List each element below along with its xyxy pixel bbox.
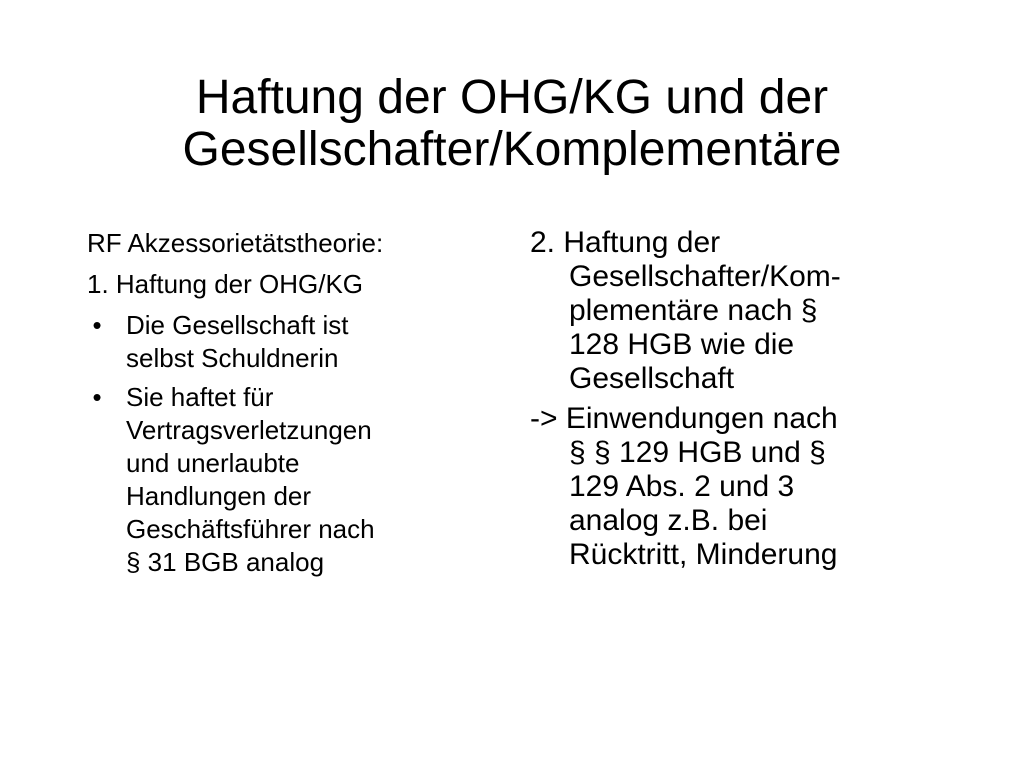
bullet-line: Sie haftet für <box>126 382 274 412</box>
paragraph-line: § § 129 HGB und § <box>569 436 826 469</box>
paragraph-first-line: -> Einwendungen nach <box>530 402 838 435</box>
bullet-dot: • <box>92 310 102 340</box>
paragraph-line: plementäre nach § <box>569 294 818 327</box>
title-line: Haftung der OHG/KG und der <box>195 71 829 124</box>
bullet-line: Geschäftsführer nach <box>126 514 375 544</box>
title-line: Gesellschafter/Komplementäre <box>182 123 842 176</box>
paragraph-line: Gesellschafter/Kom- <box>569 260 841 293</box>
bullet-line: selbst Schuldnerin <box>126 343 339 373</box>
paragraph-first-line: 2. Haftung der <box>530 226 721 259</box>
bullet-line: § 31 BGB analog <box>126 547 325 577</box>
bullet-line: Handlungen der <box>126 481 312 511</box>
paragraph-line: Gesellschaft <box>569 362 735 395</box>
theory-heading: RF Akzessorietätstheorie: <box>87 228 384 258</box>
bullet-line: Vertragsverletzungen <box>126 415 372 445</box>
bullet-line: Die Gesellschaft ist <box>126 310 349 340</box>
paragraph-liability-partners <box>530 226 950 396</box>
bullet-dot: • <box>92 382 102 412</box>
paragraph-objections <box>530 402 950 572</box>
section-heading-1: 1. Haftung der OHG/KG <box>87 269 364 299</box>
bullet-line: und unerlaubte <box>126 448 300 478</box>
left-column <box>87 227 487 585</box>
bullet-item <box>87 381 487 579</box>
bullet-item <box>87 309 487 375</box>
paragraph-line: Rücktritt, Minderung <box>569 538 838 571</box>
slide-title <box>60 72 964 176</box>
paragraph-line: 129 Abs. 2 und 3 <box>569 470 795 503</box>
paragraph-line: 128 HGB wie die <box>569 328 795 361</box>
paragraph-line: analog z.B. bei <box>569 504 768 537</box>
right-column <box>530 226 950 578</box>
